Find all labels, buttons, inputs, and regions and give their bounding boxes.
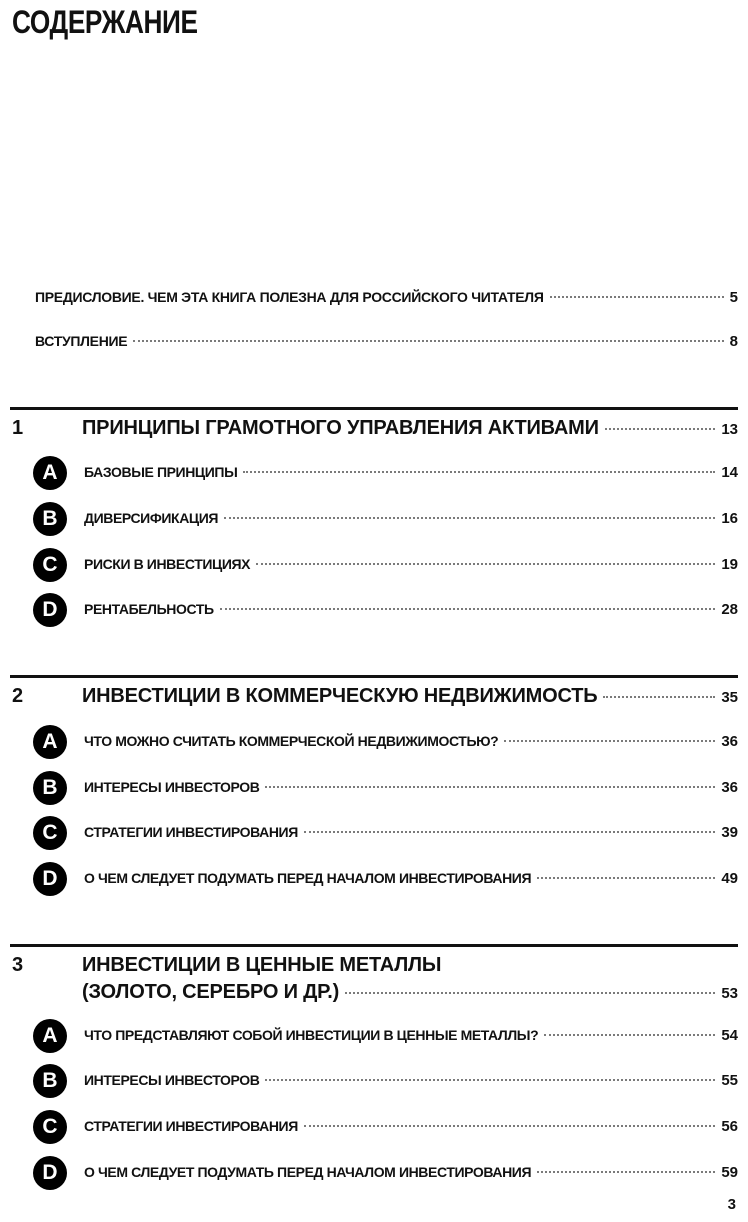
page-number: 3 xyxy=(727,1196,736,1213)
dot-leader xyxy=(304,1125,715,1127)
toc-section-entry[interactable] xyxy=(84,601,738,618)
section-label: РЕНТАБЕЛЬНОСТЬ xyxy=(84,601,214,617)
section-page: 16 xyxy=(721,510,738,527)
toc-section-entry[interactable] xyxy=(84,870,738,887)
toc-section-entry[interactable] xyxy=(84,779,738,796)
section-label: О ЧЕМ СЛЕДУЕТ ПОДУМАТЬ ПЕРЕД НАЧАЛОМ ИНВЕСТИРОВАНИЯ xyxy=(84,870,532,886)
section-label: СТРАТЕГИИ ИНВЕСТИРОВАНИЯ xyxy=(84,1118,298,1134)
chapter-number: 3 xyxy=(12,954,24,976)
section-page: 14 xyxy=(721,464,738,481)
section-badge-a: A xyxy=(33,1019,67,1053)
toc-entry-page: 8 xyxy=(729,333,738,350)
chapter-heading[interactable] xyxy=(82,417,738,440)
section-badge-d: D xyxy=(33,862,67,896)
section-page: 36 xyxy=(721,733,738,750)
section-badge-b: B xyxy=(33,771,67,805)
section-badge-a: A xyxy=(33,456,67,490)
chapter-title: ИНВЕСТИЦИИ В КОММЕРЧЕСКУЮ НЕДВИЖИМОСТЬ xyxy=(82,685,598,707)
chapter-divider xyxy=(10,407,738,410)
section-badge-d: D xyxy=(33,1156,67,1190)
section-label: ИНТЕРЕСЫ ИНВЕСТОРОВ xyxy=(84,779,260,795)
dot-leader xyxy=(243,471,715,473)
toc-section-entry[interactable] xyxy=(84,464,738,481)
section-badge-a: A xyxy=(33,725,67,759)
dot-leader xyxy=(304,831,715,833)
section-badge-c: C xyxy=(33,548,67,582)
section-badge-b: B xyxy=(33,1064,67,1098)
section-page: 54 xyxy=(721,1027,738,1044)
chapter-page: 13 xyxy=(721,421,738,438)
chapter-heading[interactable] xyxy=(82,981,738,1004)
chapter-number: 1 xyxy=(12,417,24,439)
chapter-page: 35 xyxy=(721,689,738,706)
toc-section-entry[interactable] xyxy=(84,1118,738,1135)
toc-section-entry[interactable] xyxy=(84,1027,738,1044)
dot-leader xyxy=(537,877,715,879)
toc-entry-label: ВСТУПЛЕНИЕ xyxy=(35,333,128,349)
section-label: ДИВЕРСИФИКАЦИЯ xyxy=(84,510,219,526)
dot-leader xyxy=(550,296,724,298)
section-badge-d: D xyxy=(33,593,67,627)
section-label: РИСКИ В ИНВЕСТИЦИЯХ xyxy=(84,556,251,572)
chapter-title-line2: (ЗОЛОТО, СЕРЕБРО И ДР.) xyxy=(82,981,340,1003)
dot-leader xyxy=(224,517,715,519)
dot-leader xyxy=(603,696,715,698)
section-page: 36 xyxy=(721,779,738,796)
section-badge-c: C xyxy=(33,1110,67,1144)
chapter-divider xyxy=(10,944,738,947)
dot-leader xyxy=(265,786,715,788)
toc-entry-introduction[interactable] xyxy=(35,333,738,350)
page-title: СОДЕРЖАНИЕ xyxy=(12,4,198,40)
dot-leader xyxy=(605,428,716,430)
section-page: 59 xyxy=(721,1164,738,1181)
section-page: 55 xyxy=(721,1072,738,1089)
section-label: СТРАТЕГИИ ИНВЕСТИРОВАНИЯ xyxy=(84,824,298,840)
section-label: ЧТО ПРЕДСТАВЛЯЮТ СОБОЙ ИНВЕСТИЦИИ В ЦЕННЫЕ МЕТАЛЛЫ? xyxy=(84,1027,539,1043)
chapter-divider xyxy=(10,675,738,678)
chapter-page: 53 xyxy=(721,985,738,1002)
toc-entry-page: 5 xyxy=(729,289,738,306)
chapter-title-line1[interactable]: ИНВЕСТИЦИИ В ЦЕННЫЕ МЕТАЛЛЫ xyxy=(82,954,442,976)
section-label: БАЗОВЫЕ ПРИНЦИПЫ xyxy=(84,464,238,480)
chapter-number: 2 xyxy=(12,685,24,707)
section-label: ЧТО МОЖНО СЧИТАТЬ КОММЕРЧЕСКОЙ НЕДВИЖИМОСТЬЮ? xyxy=(84,733,499,749)
toc-section-entry[interactable] xyxy=(84,824,738,841)
section-page: 39 xyxy=(721,824,738,841)
chapter-title: ПРИНЦИПЫ ГРАМОТНОГО УПРАВЛЕНИЯ АКТИВАМИ xyxy=(82,417,599,439)
toc-section-entry[interactable] xyxy=(84,510,738,527)
dot-leader xyxy=(544,1034,715,1036)
toc-entry-label: ПРЕДИСЛОВИЕ. ЧЕМ ЭТА КНИГА ПОЛЕЗНА ДЛЯ РОССИЙСКОГО ЧИТАТЕЛЯ xyxy=(35,289,544,305)
section-page: 28 xyxy=(721,601,738,618)
section-badge-b: B xyxy=(33,502,67,536)
dot-leader xyxy=(133,340,723,342)
section-badge-c: C xyxy=(33,816,67,850)
dot-leader xyxy=(345,992,715,994)
section-page: 56 xyxy=(721,1118,738,1135)
section-page: 49 xyxy=(721,870,738,887)
toc-entry-preface[interactable] xyxy=(35,289,738,306)
dot-leader xyxy=(265,1079,715,1081)
toc-section-entry[interactable] xyxy=(84,1164,738,1181)
dot-leader xyxy=(256,563,715,565)
section-page: 19 xyxy=(721,556,738,573)
section-label: ИНТЕРЕСЫ ИНВЕСТОРОВ xyxy=(84,1072,260,1088)
dot-leader xyxy=(537,1171,715,1173)
dot-leader xyxy=(220,608,716,610)
toc-section-entry[interactable] xyxy=(84,733,738,750)
dot-leader xyxy=(504,740,715,742)
chapter-heading[interactable] xyxy=(82,685,738,708)
section-label: О ЧЕМ СЛЕДУЕТ ПОДУМАТЬ ПЕРЕД НАЧАЛОМ ИНВЕСТИРОВАНИЯ xyxy=(84,1164,532,1180)
toc-section-entry[interactable] xyxy=(84,556,738,573)
toc-section-entry[interactable] xyxy=(84,1072,738,1089)
